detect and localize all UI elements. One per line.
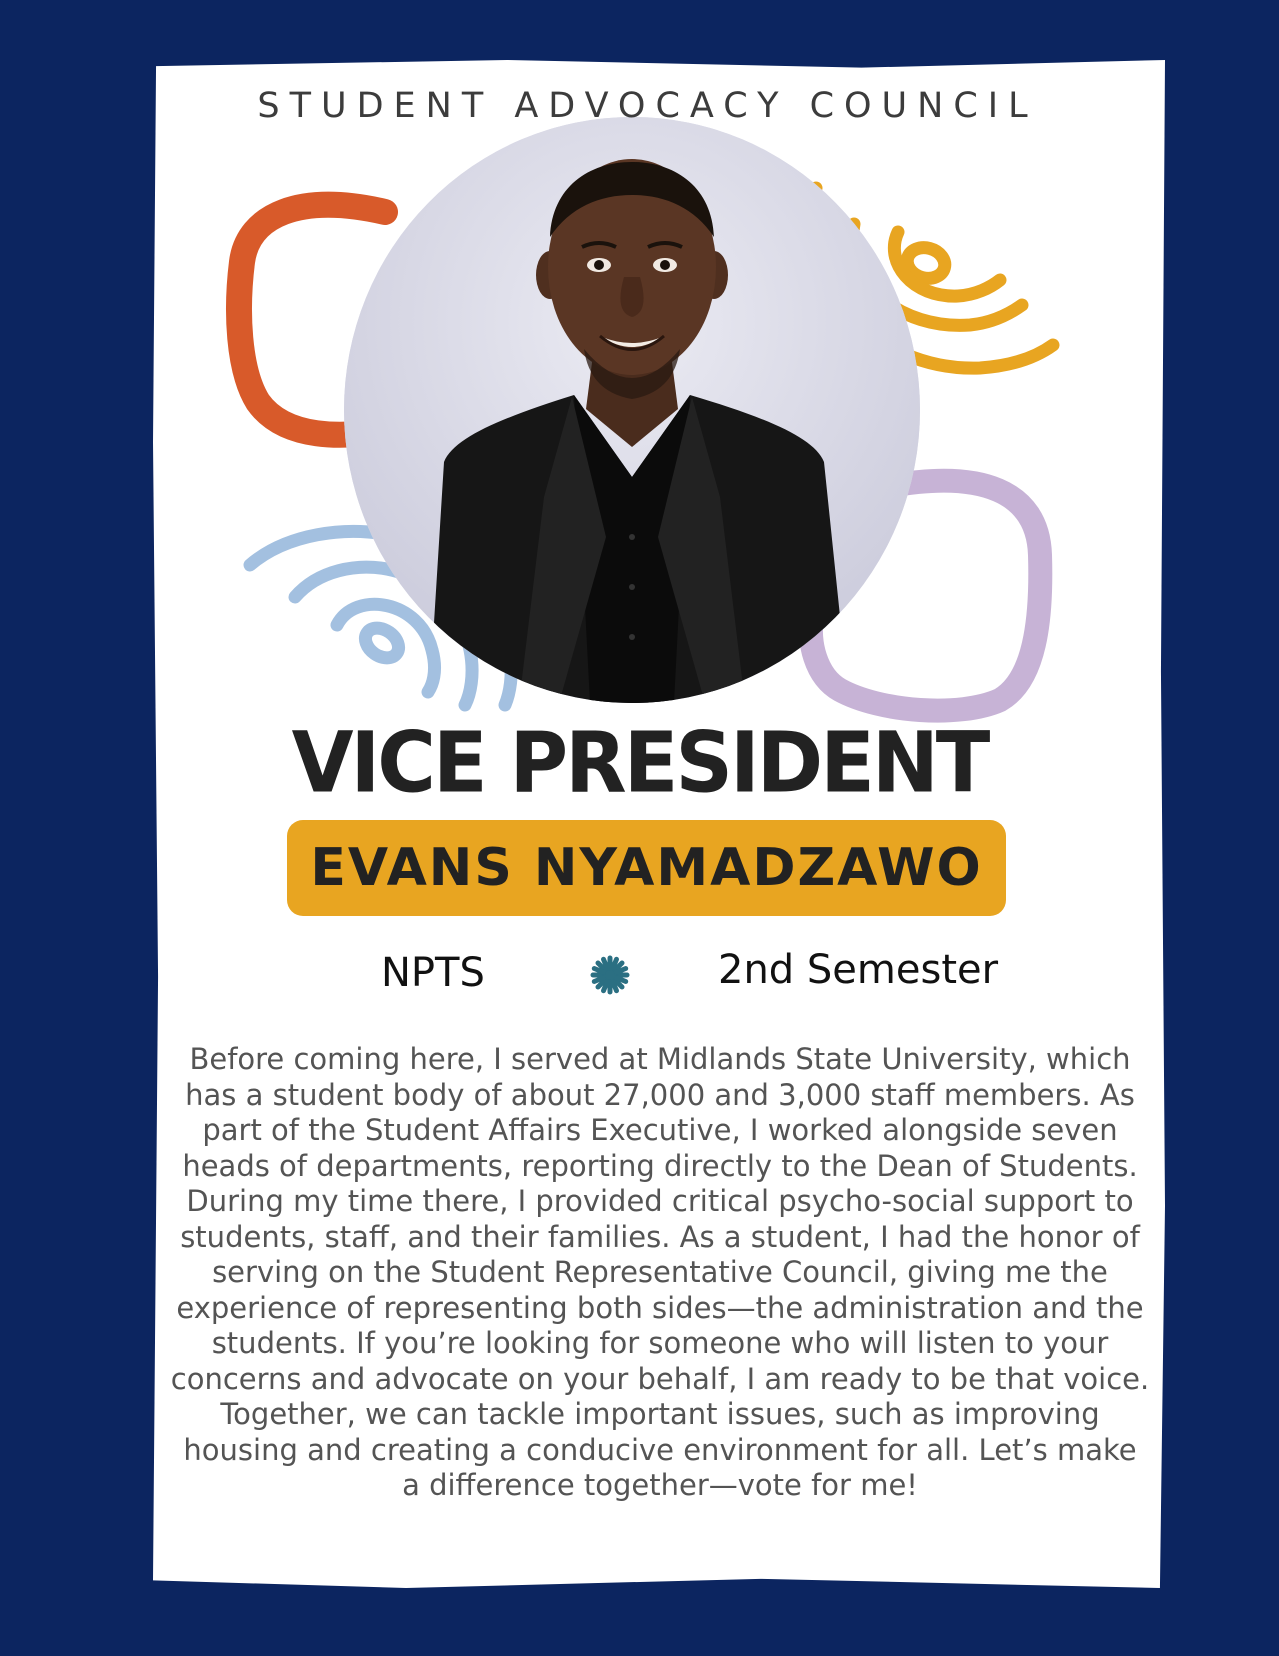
- asterisk-flower-icon: [590, 955, 630, 995]
- candidate-bio: Before coming here, I served at Midlands State University, which has a student body of about 27,000 and 3,000 staff members. As part of the Student Affairs Executive, I worked alongside seven heads of departments, reporting directly to the Dean of Students. During my time there, I provided critical psycho-social support to students, staff, and their families. As a student, I had the honor of serving on the Student Representative Council, giving me the experience of representing both sides—the administration and the students. If you’re looking for someone who will listen to your concerns and advocate on your behalf, I am ready to be that voice. Together, we can tackle important issues, such as improving housing and creating a conducive environment for all. Let’s make a difference together—vote for me!: [170, 1042, 1150, 1502]
- candidate-portrait-illustration: [344, 117, 920, 703]
- semester-label: 2nd Semester: [718, 947, 999, 993]
- department-label: NPTS: [381, 950, 485, 996]
- candidate-photo: [344, 117, 920, 703]
- role-heading: VICE PRESIDENT: [291, 713, 988, 812]
- organization-title: STUDENT ADVOCACY COUNCIL: [257, 86, 1038, 126]
- candidate-name: EVANS NYAMADZAWO: [310, 838, 983, 898]
